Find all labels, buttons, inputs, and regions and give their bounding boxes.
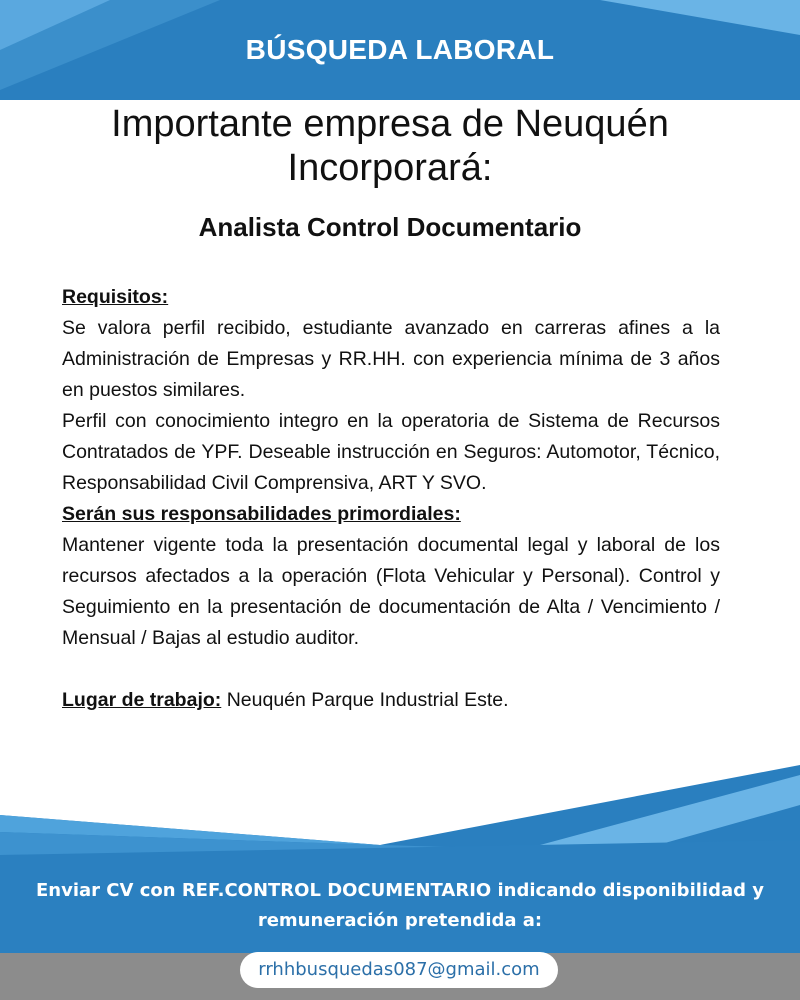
responsibilities-heading: Serán sus responsabilidades primordiales: bbox=[62, 503, 461, 525]
workplace-value: Neuquén Parque Industrial Este. bbox=[221, 689, 509, 711]
job-description bbox=[62, 282, 720, 716]
responsibilities-paragraph: Mantener vigente toda la presentación documental legal y laboral de los recursos afectados a la operación (Flota Vehicular y Personal). Control y Seguimiento en la presentación de documentación de Alta / Vencimiento / Mensual / Bajas al estudio auditor. bbox=[62, 534, 720, 649]
requirements-paragraph-2: Perfil con conocimiento integro en la operatoria de Sistema de Recursos Contratados de YPF. Deseable instrucción en Seguros: Automotor, Técnico, Responsabilidad Civil Comprensiva, ART Y SVO. bbox=[62, 410, 720, 494]
cta-line-2: remuneración pretendida a: bbox=[257, 910, 543, 931]
contact-email-link[interactable]: rrhhbusquedas087@gmail.com bbox=[240, 952, 558, 988]
header-title: BÚSQUEDA LABORAL bbox=[245, 34, 555, 65]
cta-line-1: Enviar CV con REF.CONTROL DOCUMENTARIO indicando disponibilidad y bbox=[35, 880, 764, 901]
requirements-heading: Requisitos: bbox=[62, 286, 169, 308]
intro-line-1: Importante empresa de Neuquén bbox=[111, 103, 669, 145]
job-title: Analista Control Documentario bbox=[198, 212, 582, 242]
requirements-paragraph-1: Se valora perfil recibido, estudiante avanzado en carreras afines a la Administración de Empresas y RR.HH. con experiencia mínima de 3 años en puestos similares. bbox=[62, 317, 720, 401]
cta-text bbox=[20, 876, 780, 936]
workplace-line bbox=[62, 685, 720, 716]
intro-title bbox=[40, 102, 740, 190]
header-banner bbox=[0, 0, 800, 100]
workplace-label: Lugar de trabajo: bbox=[62, 689, 222, 711]
intro-line-2: Incorporará: bbox=[287, 147, 493, 189]
